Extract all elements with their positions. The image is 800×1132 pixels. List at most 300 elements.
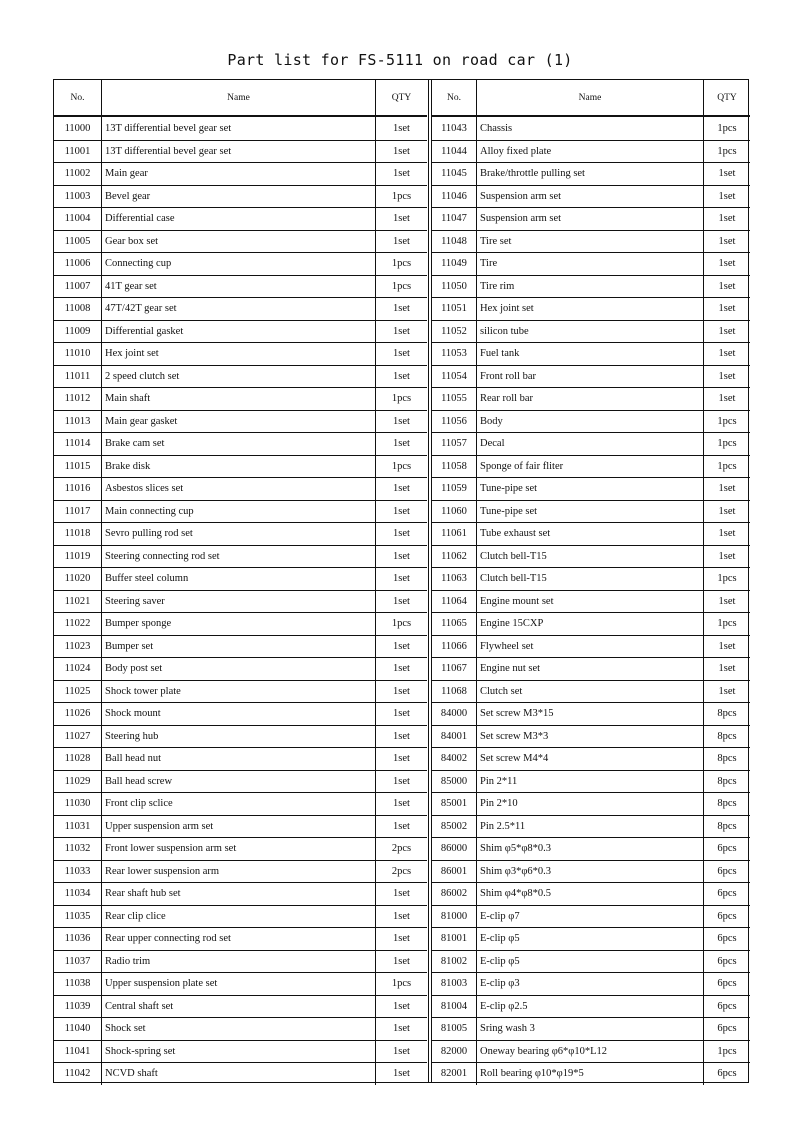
part-name: Main connecting cup [102,501,376,523]
part-name: Front lower suspension arm set [102,838,376,860]
part-name: Shock tower plate [102,681,376,703]
table-row [54,320,427,343]
part-name: 41T gear set [102,276,376,298]
part-qty: 1set [393,1045,410,1057]
part-name: Shim φ4*φ8*0.5 [477,883,704,905]
part-number: 11014 [54,433,102,455]
part-number: 11016 [54,478,102,500]
part-qty: 1pcs [717,618,737,630]
part-qty: 1set [718,213,736,225]
table-row [54,275,427,298]
part-number: 11008 [54,298,102,320]
part-qty: 1set [393,933,410,945]
part-name: Main gear gasket [102,411,376,433]
part-name: Rear roll bar [477,388,704,410]
part-number: 11064 [432,591,477,613]
part-name: Body post set [102,658,376,680]
part-name: Steering hub [102,726,376,748]
table-row [54,116,427,140]
table-row [54,185,427,208]
table-row [54,657,427,680]
table-row [54,770,427,793]
part-name: Tire rim [477,276,704,298]
part-number: 11020 [54,568,102,590]
part-qty: 6pcs [717,910,737,922]
table-body-right [432,116,750,1085]
part-number: 86000 [432,838,477,860]
part-name: Bumper set [102,636,376,658]
table-row [432,972,750,995]
table-row [432,905,750,928]
part-qty: 1set [393,1000,410,1012]
part-name: Buffer steel column [102,568,376,590]
part-number: 11054 [432,366,477,388]
part-name: NCVD shaft [102,1063,376,1085]
part-qty: 1pcs [717,145,737,157]
part-name: Shock mount [102,703,376,725]
part-number: 11012 [54,388,102,410]
table-row [54,612,427,635]
table-body-left [54,116,427,1085]
table-row [432,567,750,590]
table-row [432,477,750,500]
part-number: 11025 [54,681,102,703]
part-name: Rear lower suspension arm [102,861,376,883]
part-name: Sponge of fair fliter [477,456,704,478]
part-number: 11050 [432,276,477,298]
part-name: Decal [477,433,704,455]
part-qty: 1set [718,640,736,652]
part-qty: 8pcs [717,820,737,832]
part-qty: 2pcs [391,865,412,877]
part-number: 81003 [432,973,477,995]
table-row [432,635,750,658]
table-row [432,815,750,838]
table-row [432,410,750,433]
part-name: Fuel tank [477,343,704,365]
part-qty: 1set [393,122,410,134]
part-number: 11057 [432,433,477,455]
part-name: Rear upper connecting rod set [102,928,376,950]
part-name: Main gear [102,163,376,185]
part-name: Differential case [102,208,376,230]
table-row [432,1062,750,1085]
part-qty: 1set [718,325,736,337]
part-number: 11062 [432,546,477,568]
part-number: 11052 [432,321,477,343]
table-row [432,612,750,635]
part-name: Hex joint set [477,298,704,320]
header-no: No. [54,80,102,115]
part-number: 82000 [432,1041,477,1063]
table-row [432,365,750,388]
part-number: 11007 [54,276,102,298]
part-number: 11048 [432,231,477,253]
table-row [432,275,750,298]
table-row [54,792,427,815]
part-qty: 1set [718,235,736,247]
part-name: Sring wash 3 [477,1018,704,1040]
part-qty: 1pcs [391,190,412,202]
part-name: Shim φ3*φ6*0.3 [477,861,704,883]
part-name: Set screw M3*15 [477,703,704,725]
table-row [54,410,427,433]
part-name: Front roll bar [477,366,704,388]
part-name: Engine 15CXP [477,613,704,635]
part-name: Upper suspension plate set [102,973,376,995]
table-row [432,770,750,793]
part-number: 11066 [432,636,477,658]
part-name: Engine mount set [477,591,704,613]
part-number: 11039 [54,996,102,1018]
table-row [54,747,427,770]
part-name: 47T/42T gear set [102,298,376,320]
part-qty: 1set [718,663,736,675]
part-number: 11036 [54,928,102,950]
part-qty: 1set [718,370,736,382]
table-header [432,80,750,116]
table-row [432,320,750,343]
table-row [54,455,427,478]
part-number: 11000 [54,117,102,140]
table-row [54,837,427,860]
part-qty: 1set [393,708,410,720]
table-row [54,500,427,523]
part-number: 11009 [54,321,102,343]
part-name: Bevel gear [102,186,376,208]
part-number: 11013 [54,411,102,433]
part-qty: 1set [393,303,410,315]
header-name: Name [477,80,704,115]
part-number: 85001 [432,793,477,815]
table-row [432,1017,750,1040]
part-number: 11067 [432,658,477,680]
part-number: 11019 [54,546,102,568]
part-number: 11053 [432,343,477,365]
part-name: Gear box set [102,231,376,253]
header-no: No. [432,80,477,115]
table-row [54,545,427,568]
part-name: Tire set [477,231,704,253]
table-row [54,882,427,905]
part-number: 11065 [432,613,477,635]
table-row [54,230,427,253]
part-name: Chassis [477,117,704,140]
table-row [432,116,750,140]
part-number: 11045 [432,163,477,185]
table-row [54,365,427,388]
parts-table-right [432,80,750,1085]
table-row [54,1017,427,1040]
part-number: 11068 [432,681,477,703]
part-number: 11059 [432,478,477,500]
table-row [54,905,427,928]
part-name: Central shaft set [102,996,376,1018]
table-row [54,1040,427,1063]
part-qty: 6pcs [717,843,737,855]
part-name: Front clip sclice [102,793,376,815]
part-number: 11028 [54,748,102,770]
part-qty: 6pcs [717,978,737,990]
part-qty: 8pcs [717,753,737,765]
part-name: Alloy fixed plate [477,141,704,163]
part-number: 11044 [432,141,477,163]
part-qty: 1pcs [717,438,737,450]
part-qty: 1set [393,550,410,562]
part-number: 11043 [432,117,477,140]
table-row [432,882,750,905]
part-qty: 1pcs [717,460,737,472]
part-number: 85000 [432,771,477,793]
part-name: Steering connecting rod set [102,546,376,568]
table-row [432,230,750,253]
part-qty: 8pcs [717,730,737,742]
part-name: Shim φ5*φ8*0.3 [477,838,704,860]
part-name: E-clip φ5 [477,928,704,950]
part-qty: 1set [718,168,736,180]
part-name: Set screw M3*3 [477,726,704,748]
part-qty: 1set [718,280,736,292]
part-number: 11026 [54,703,102,725]
part-name: Steering saver [102,591,376,613]
table-row [54,252,427,275]
part-name: E-clip φ5 [477,951,704,973]
part-qty: 1set [393,955,410,967]
table-row [432,342,750,365]
part-name: Main shaft [102,388,376,410]
part-number: 11018 [54,523,102,545]
table-row [54,140,427,163]
part-qty: 1set [393,753,410,765]
part-number: 11023 [54,636,102,658]
table-row [54,387,427,410]
part-name: Flywheel set [477,636,704,658]
part-name: Connecting cup [102,253,376,275]
part-qty: 6pcs [717,888,737,900]
part-number: 11061 [432,523,477,545]
part-number: 11024 [54,658,102,680]
part-number: 84000 [432,703,477,725]
part-number: 11041 [54,1041,102,1063]
part-qty: 1set [393,573,410,585]
part-name: Suspension arm set [477,208,704,230]
table-row [54,702,427,725]
part-qty: 6pcs [717,1023,737,1035]
part-name: Shock set [102,1018,376,1040]
part-qty: 1set [393,325,410,337]
part-name: E-clip φ3 [477,973,704,995]
part-name: Ball head nut [102,748,376,770]
table-row [432,185,750,208]
table-row [432,162,750,185]
part-qty: 1set [393,370,410,382]
part-qty: 1set [393,483,410,495]
part-number: 86002 [432,883,477,905]
part-name: Tune-pipe set [477,501,704,523]
part-name: Sevro pulling rod set [102,523,376,545]
part-number: 11015 [54,456,102,478]
table-row [432,680,750,703]
part-name: E-clip φ7 [477,906,704,928]
part-name: E-clip φ2.5 [477,996,704,1018]
table-row [54,522,427,545]
part-qty: 1set [718,303,736,315]
part-qty: 1set [718,190,736,202]
table-row [54,635,427,658]
part-name: Pin 2*11 [477,771,704,793]
part-number: 11003 [54,186,102,208]
part-name: Clutch bell-T15 [477,546,704,568]
part-number: 11037 [54,951,102,973]
table-row [54,927,427,950]
part-number: 11029 [54,771,102,793]
table-row [54,725,427,748]
part-qty: 1set [393,438,410,450]
part-number: 81000 [432,906,477,928]
part-name: Tire [477,253,704,275]
table-row [54,297,427,320]
part-name: Asbestos slices set [102,478,376,500]
part-qty: 1pcs [717,122,737,134]
part-qty: 1set [393,168,410,180]
part-qty: 8pcs [717,798,737,810]
part-qty: 1set [393,145,410,157]
part-name: 2 speed clutch set [102,366,376,388]
part-number: 11027 [54,726,102,748]
part-name: Suspension arm set [477,186,704,208]
part-qty: 1set [718,505,736,517]
part-qty: 1set [393,595,410,607]
part-name: 13T differential bevel gear set [102,141,376,163]
part-number: 84002 [432,748,477,770]
part-name: Pin 2*10 [477,793,704,815]
part-qty: 1pcs [391,258,412,270]
part-qty: 1set [393,775,410,787]
part-number: 11010 [54,343,102,365]
part-name: silicon tube [477,321,704,343]
part-number: 11004 [54,208,102,230]
part-number: 81001 [432,928,477,950]
part-number: 11030 [54,793,102,815]
table-row [432,1040,750,1063]
part-qty: 1set [393,415,410,427]
part-qty: 1pcs [717,1045,737,1057]
part-qty: 1set [393,820,410,832]
table-row [432,297,750,320]
part-qty: 1set [393,663,410,675]
part-number: 11033 [54,861,102,883]
part-name: Bumper sponge [102,613,376,635]
part-qty: 6pcs [717,1068,737,1080]
part-qty: 6pcs [717,865,737,877]
part-qty: 1set [393,1023,410,1035]
table-row [54,207,427,230]
part-qty: 1pcs [391,393,412,405]
header-qty: QTY [717,92,737,103]
part-qty: 1set [718,258,736,270]
table-row [432,927,750,950]
part-qty: 6pcs [717,1000,737,1012]
table-row [432,432,750,455]
part-number: 11046 [432,186,477,208]
table-row [432,500,750,523]
part-number: 11058 [432,456,477,478]
table-row [54,680,427,703]
part-qty: 1pcs [391,280,412,292]
part-qty: 1pcs [391,978,412,990]
part-number: 11049 [432,253,477,275]
part-qty: 1set [718,393,736,405]
part-name: Radio trim [102,951,376,973]
part-qty: 1pcs [717,573,737,585]
part-number: 11040 [54,1018,102,1040]
part-name: Rear shaft hub set [102,883,376,905]
table-row [432,725,750,748]
part-number: 11035 [54,906,102,928]
part-qty: 2pcs [391,843,412,855]
part-qty: 6pcs [717,955,737,967]
part-name: Body [477,411,704,433]
part-name: Tube exhaust set [477,523,704,545]
part-name: Shock-spring set [102,1041,376,1063]
part-name: Roll bearing φ10*φ19*5 [477,1063,704,1085]
part-qty: 1pcs [391,618,412,630]
table-row [432,207,750,230]
part-number: 11021 [54,591,102,613]
part-number: 11001 [54,141,102,163]
part-number: 11017 [54,501,102,523]
part-number: 11032 [54,838,102,860]
table-row [54,590,427,613]
part-number: 11038 [54,973,102,995]
part-qty: 1set [393,888,410,900]
part-name: Engine nut set [477,658,704,680]
table-row [54,432,427,455]
part-qty: 6pcs [717,933,737,945]
table-row [432,837,750,860]
part-name: Brake disk [102,456,376,478]
part-qty: 1set [718,595,736,607]
part-qty: 8pcs [717,775,737,787]
table-row [432,950,750,973]
part-number: 11005 [54,231,102,253]
table-row [432,860,750,883]
header-qty: QTY [391,92,412,103]
part-qty: 1set [393,730,410,742]
table-row [432,702,750,725]
part-number: 11031 [54,816,102,838]
part-number: 81004 [432,996,477,1018]
table-row [432,590,750,613]
part-name: Clutch set [477,681,704,703]
part-qty: 1pcs [717,415,737,427]
part-name: Differential gasket [102,321,376,343]
part-number: 11022 [54,613,102,635]
part-name: Clutch bell-T15 [477,568,704,590]
table-row [432,252,750,275]
part-name: Tune-pipe set [477,478,704,500]
part-name: Set screw M4*4 [477,748,704,770]
table-row [54,972,427,995]
part-qty: 1set [393,910,410,922]
part-qty: 1set [393,685,410,697]
part-number: 11047 [432,208,477,230]
table-row [432,995,750,1018]
part-name: Brake cam set [102,433,376,455]
table-row [54,950,427,973]
part-qty: 1set [393,1068,410,1080]
table-row [432,792,750,815]
